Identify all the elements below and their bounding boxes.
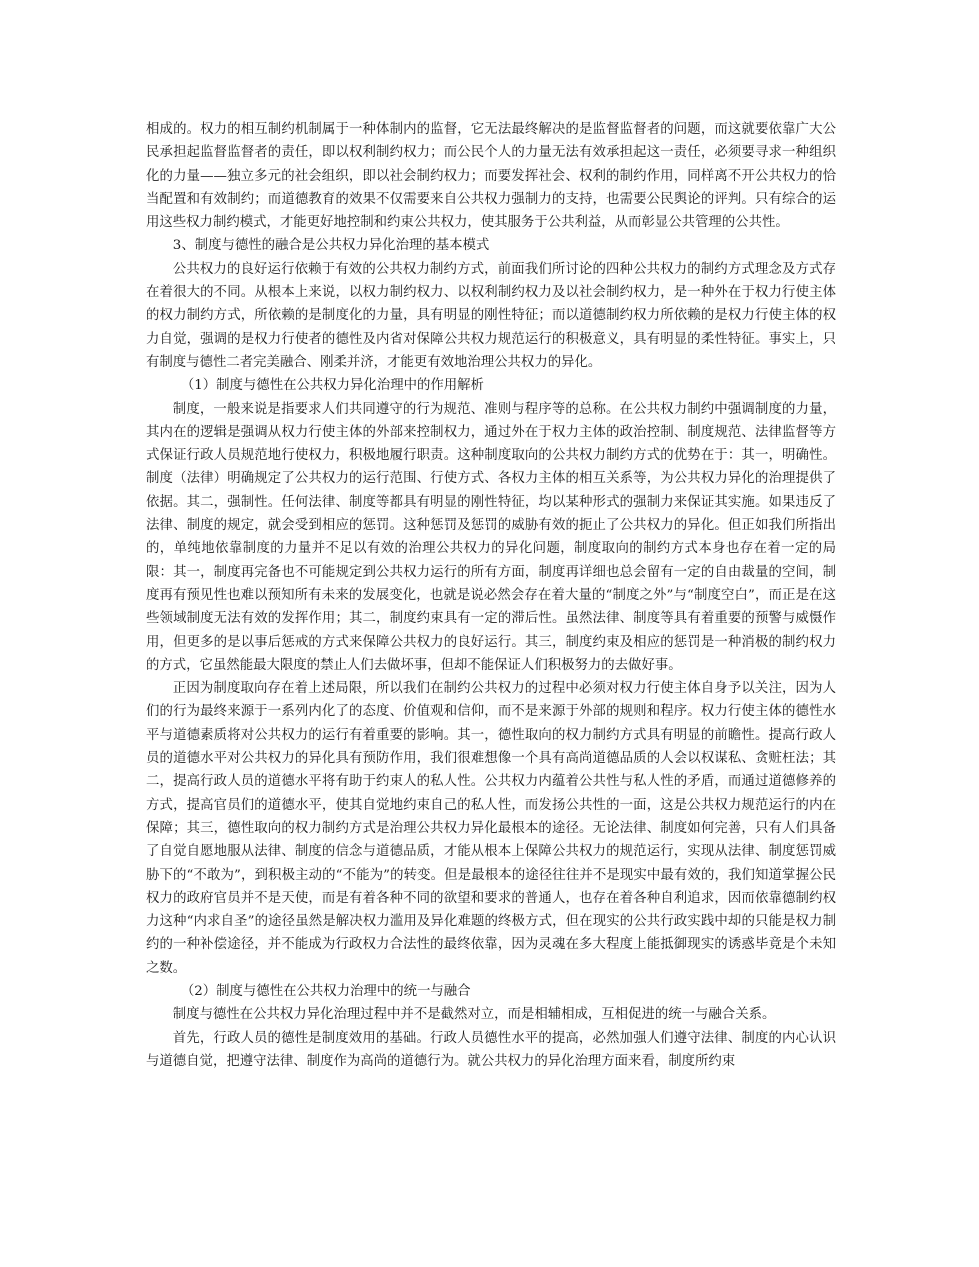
- body-paragraph: 制度与德性在公共权力异化治理过程中并不是截然对立，而是相辅相成，互相促进的统一与融合关系。: [172, 1007, 776, 1023]
- body-paragraph: 公共权力的良好运行依赖于有效的公共权力制约方式，前面我们所讨论的四种公共权力的制约方式理念及方式存在着很大的不同。从根本上来说，以权力制约权力、以权利制约权力及以社会制约权力，是一种外在于权力行使主体的权力制约方式，所依赖的是制度化的力量，具有明显的刚性特征；而以道德制约权力所依赖的是权力行使主体的权力自觉，强调的是权力行使者的德性及内省对保障公共权力规范运行的积极意义，具有明显的柔性特征。事实上，只有制度与德性二者完美融合、刚柔并济，才能更有效地治理公共权力的异化。: [146, 261, 836, 370]
- subsection-heading: （2）制度与德性在公共权力治理中的统一与融合: [180, 983, 471, 999]
- body-paragraph: 正因为制度取向存在着上述局限，所以我们在制约公共权力的过程中必须对权力行使主体自身予以关注，因为人们的行为最终来源于一系列内化了的态度、价值观和信仰，而不是来源于外部的规则和程序。权力行使主体的德性水平与道德素质将对公共权力的运行有着重要的影响。其一，德性取向的权力制约方式具有明显的前瞻性。提高行政人员的道德水平对公共权力的异化具有预防作用，我们很难想像一个具有高尚道德品质的人会以权谋私、贪赃枉法；其二，提高行政人员的道德水平将有助于约束人的私人性。公共权力内蕴着公共性与私人性的矛盾，而通过道德修养的方式，提高官员们的道德水平，使其自觉地约束自己的私人性，而发扬公共性的一面，这是公共权力规范运行的内在保障；其三，德性取向的权力制约方式是治理公共权力异化最根本的途径。无论法律、制度如何完善，只有人们具备了自觉自愿地服从法律、制度的信念与道德品质，才能从根本上保障公共权力的规范运行，实现从法律、制度惩罚威胁下的“不敢为”，到积极主动的“不能为”的转变。但是最根本的途径往往并不是现实中最有效的，我们知道掌握公民权力的政府官员并不是天使，而是有着各种不同的欲望和要求的普通人，也存在着各种自利追求，因而依靠德制约权力这种“内求自圣”的途径虽然是解决权力滥用及异化难题的终极方式，但在现实的公共行政实践中却的只能是权力制约的一种补偿途径，并不能成为行政权力合法性的最终依靠，因为灵魂在多大程度上能抵御现实的诱惑毕竟是个未知之数。: [146, 681, 836, 976]
- body-paragraph: 相成的。权力的相互制约机制属于一种体制内的监督，它无法最终解决的是监督监督者的问题，而这就要依靠广大公民承担起监督监督者的责任，即以权利制约权力；而公民个人的力量无法有效承担起这一责任，必须要寻求一种组织化的力量——独立多元的社会组织，即以社会制约权力；而要发挥社会、权利的制约作用，同样离不开公共权力的恰当配置和有效制约；而道德教育的效果不仅需要来自公共权力强制力的支持，也需要公民舆论的评判。只有综合的运用这些权力制约模式，才能更好地控制和约束公共权力，使其服务于公共利益，从而彰显公共管理的公共性。: [146, 122, 836, 231]
- subsection-heading: （1）制度与德性在公共权力异化治理中的作用解析: [180, 378, 484, 394]
- body-paragraph: 制度，一般来说是指要求人们共同遵守的行为规范、准则与程序等的总称。在公共权力制约中强调制度的力量，其内在的逻辑是强调从权力行使主体的外部来控制权力，通过外在于权力主体的政治控制、制度规范、法律监督等方式保证行政人员规范地行使权力，积极地履行职责。这种制度取向的公共权力制约方式的优势在于：其一，明确性。制度（法律）明确规定了公共权力的运行范围、行使方式、各权力主体的相互关系等，为公共权力异化的治理提供了依据。其二，强制性。任何法律、制度等都具有明显的刚性特征，均以某种形式的强制力来保证其实施。如果违反了法律、制度的规定，就会受到相应的惩罚。这种惩罚及惩罚的威胁有效的扼止了公共权力的异化。但正如我们所指出的，单纯地依靠制度的力量并不足以有效的治理公共权力的异化问题，制度取向的制约方式本身也存在着一定的局限：其一，制度再完备也不可能规定到公共权力运行的所有方面，制度再详细也总会留有一定的自由裁量的空间，制度再有预见性也难以预知所有未来的发展变化，也就是说必然会存在着大量的“制度之外”与“制度空白”，而正是在这些领域制度无法有效的发挥作用；其二，制度约束具有一定的滞后性。虽然法律、制度等具有着重要的预警与威慑作用，但更多的是以事后惩戒的方式来保障公共权力的良好运行。其三，制度约束及相应的惩罚是一种消极的制约权力的方式，它虽然能最大限度的禁止人们去做坏事，但却不能保证人们积极努力的去做好事。: [146, 401, 836, 673]
- document-body: [146, 118, 836, 1073]
- section-heading: 3、制度与德性的融合是公共权力异化治理的基本模式: [172, 238, 490, 254]
- body-paragraph: 首先，行政人员的德性是制度效用的基础。行政人员德性水平的提高，必然加强人们遵守法律、制度的内心认识与道德自觉，把遵守法律、制度作为高尚的道德行为。就公共权力的异化治理方面来看，制度所约束: [146, 1030, 836, 1069]
